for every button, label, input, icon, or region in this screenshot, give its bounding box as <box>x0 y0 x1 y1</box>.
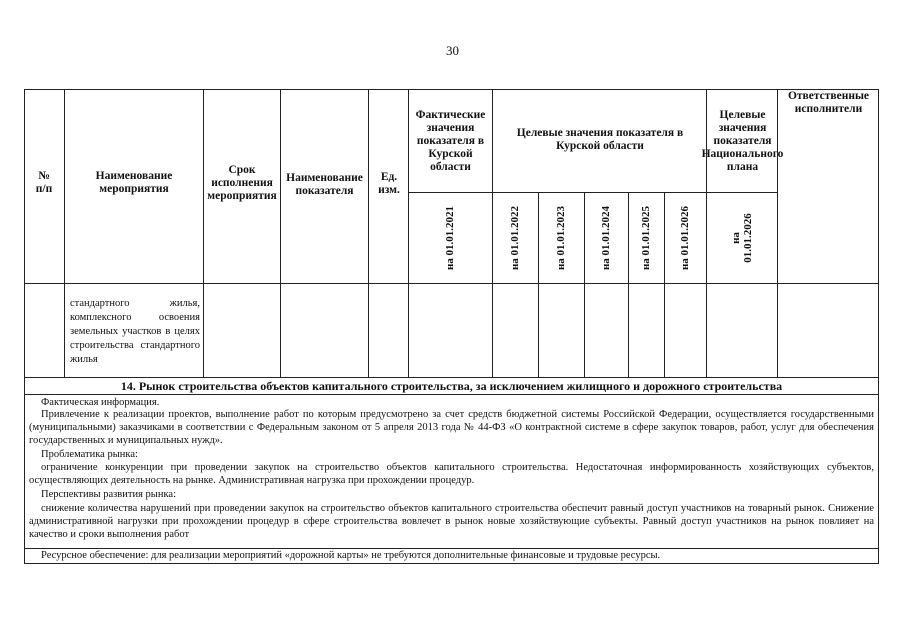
header-responsible: Ответственные исполнители <box>787 90 870 115</box>
header-unit: Ед. изм. <box>378 171 400 196</box>
resources-text: Ресурсное обеспечение: для реализации мероприятий «дорожной карты» не требуются дополнительные финансовые и трудовые ресурсы. <box>41 550 661 561</box>
date-header-2023: на 01.01.2023 <box>555 205 567 271</box>
header-event-name: Наименование мероприятия <box>95 169 173 195</box>
continuation-event-text: стандартного жилья, комплексного освоения земельных участков в целях строительства стандартного жилья <box>70 298 200 365</box>
header-indicator-name: Наименование показателя <box>286 172 363 197</box>
date-header-national-2026: на 01.01.2026 <box>729 213 754 263</box>
page-number: 30 <box>446 43 459 58</box>
date-header-2022: на 01.01.2022 <box>509 205 521 271</box>
date-header-2026: на 01.01.2026 <box>679 205 691 271</box>
section-title: 14. Рынок строительства объектов капитального строительства, за исключением жилищного и дорожного строительства <box>120 379 783 393</box>
prospects-label: Перспективы развития рынка: <box>41 489 176 500</box>
prospects-text: снижение количества нарушений при проведении закупок на строительство объектов капитального строительства обеспечит равный доступ участников на товарный рынок. Снижение административной нагрузки при прохождении процедур в сфере строительства вовлечет в рынок новые хозяйствующие субъекты. Равный доступ участников на рынок повлияет на качество и сроки выполнения работ <box>29 503 874 540</box>
header-target-values-region: Целевые значения показателя в Курской области <box>516 127 684 152</box>
factual-label: Фактическая информация. <box>41 397 160 408</box>
header-deadline: Срок исполнения мероприятия <box>207 163 277 202</box>
date-header-2025: на 01.01.2025 <box>640 205 652 271</box>
date-header-actual-2021: на 01.01.2021 <box>444 205 456 271</box>
problems-label: Проблематика рынка: <box>41 449 138 460</box>
factual-text: Привлечение к реализации проектов, выполнение работ по которым предусмотрено за счет средств бюджетной системы Российской Федерации, осуществляется государственными (муниципальными) заказчиками в соответствии с Федеральным законом от 5 апреля 2013 года № 44-ФЗ «О контрактной системе в сфере закупок товаров, работ, услуг для обеспечения государственных и муниципальных нужд». <box>29 409 874 446</box>
date-header-2024: на 01.01.2024 <box>600 205 612 271</box>
problems-text: ограничение конкуренции при проведении закупок на строительство объектов капитального строительства. Недостаточная информированность хозяйствующих субъектов, осуществляющих деятельность на рынке. Административная нагрузка при прохождении процедур. <box>29 462 874 486</box>
header-target-values-national: Целевые значения показателя Национального плана <box>701 108 784 173</box>
header-actual-values: Фактические значения показателя в Курской области <box>415 108 486 173</box>
header-row-number: № п/п <box>35 169 53 195</box>
